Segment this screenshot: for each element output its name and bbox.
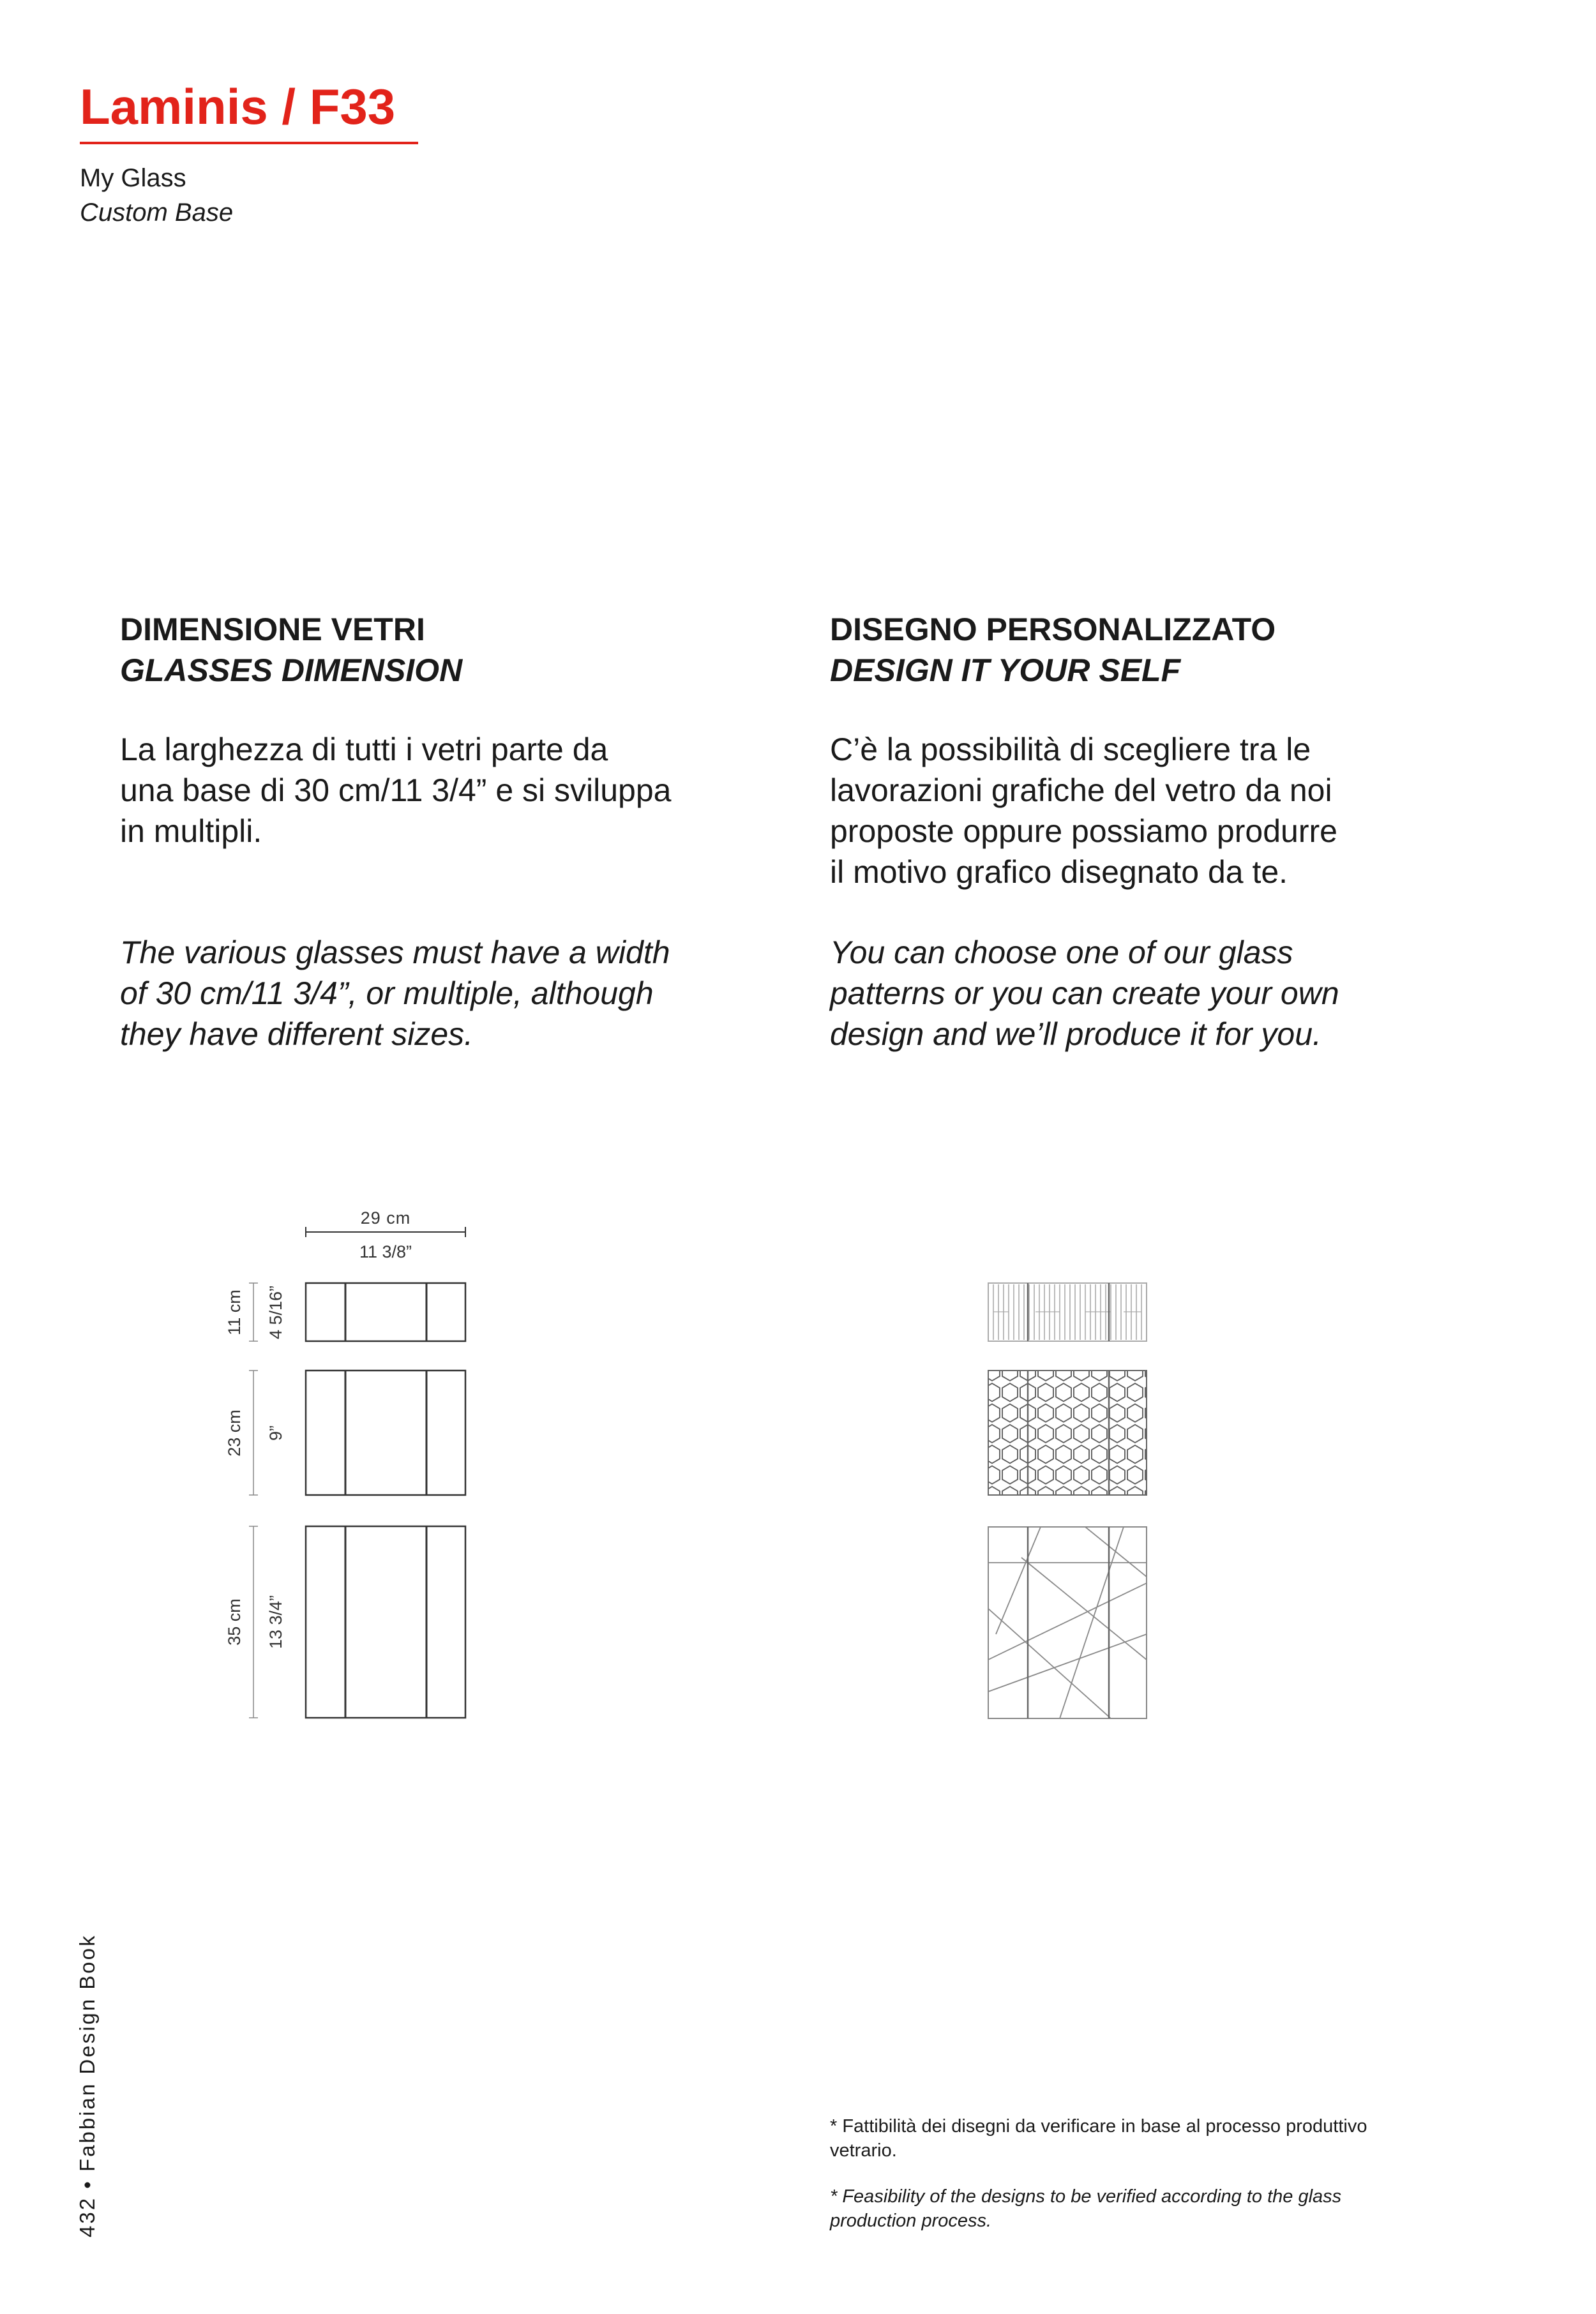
text-line: The various glasses must have a width [120, 935, 670, 970]
subtitle: My Glass [80, 164, 186, 192]
subtitle-italic: Custom Base [80, 199, 234, 227]
dimension-labels [225, 1208, 412, 1649]
glass-panel-medium [306, 1371, 465, 1495]
page-footer [75, 1934, 100, 2238]
text-line: they have different sizes. [120, 1016, 474, 1052]
text-line: * Feasibility of the designs to be verified according to the glass [830, 2186, 1342, 2207]
heading-italian: DIMENSIONE VETRI [120, 612, 425, 647]
text-line: La larghezza di tutti i vetri parte da [120, 732, 608, 767]
vertical-lines-icon [988, 1283, 1147, 1341]
text-line: * Fattibilità dei disegni da verificare in base al processo produttivo [830, 2116, 1367, 2137]
hexagon-pattern-icon [988, 1371, 1147, 1495]
height-label-cm: 35 cm [225, 1598, 244, 1646]
text-line: C’è la possibilità di scegliere tra le [830, 732, 1311, 767]
height-label-in: 4 5/16” [266, 1285, 285, 1340]
width-label-in: 11 3/8” [359, 1242, 412, 1261]
text-line: in multipli. [120, 813, 262, 849]
footnote-english [830, 2184, 1468, 2233]
page-title: Laminis / F33 [80, 79, 396, 135]
text-line: patterns or you can create your own [830, 975, 1339, 1011]
text-line: vetrario. [830, 2140, 897, 2161]
text-line: design and we’ll produce it for you. [830, 1016, 1321, 1052]
text-line: proposte oppure possiamo produrre [830, 813, 1337, 849]
height-label-cm: 23 cm [225, 1409, 244, 1457]
pattern-drawing [988, 1283, 1147, 1718]
height-label-cm: 11 cm [225, 1289, 244, 1335]
book-title: Fabbian Design Book [75, 1934, 99, 2172]
text-line: lavorazioni grafiche del vetro da noi [830, 772, 1332, 808]
text-line: You can choose one of our glass [830, 935, 1293, 970]
glass-panel-large [306, 1526, 465, 1718]
text-line: production process. [830, 2211, 992, 2231]
footnote-italian [830, 2114, 1468, 2163]
diagonal-lines-icon [988, 1527, 1147, 1718]
glass-panel-small [306, 1283, 465, 1341]
footer-separator: • [75, 2179, 99, 2189]
height-label-in: 9” [266, 1425, 285, 1441]
text-line: il motivo grafico disegnato da te. [830, 854, 1288, 890]
page-number: 432 [75, 2196, 99, 2237]
height-label-in: 13 3/4” [266, 1595, 285, 1649]
heading-english: GLASSES DIMENSION [120, 652, 463, 688]
width-label-cm: 29 cm [360, 1208, 411, 1228]
heading-english: DESIGN IT YOUR SELF [830, 652, 1181, 688]
text-line: una base di 30 cm/11 3/4” e si sviluppa [120, 772, 672, 808]
heading-italian: DISEGNO PERSONALIZZATO [830, 612, 1276, 647]
text-line: of 30 cm/11 3/4”, or multiple, although [120, 975, 654, 1011]
